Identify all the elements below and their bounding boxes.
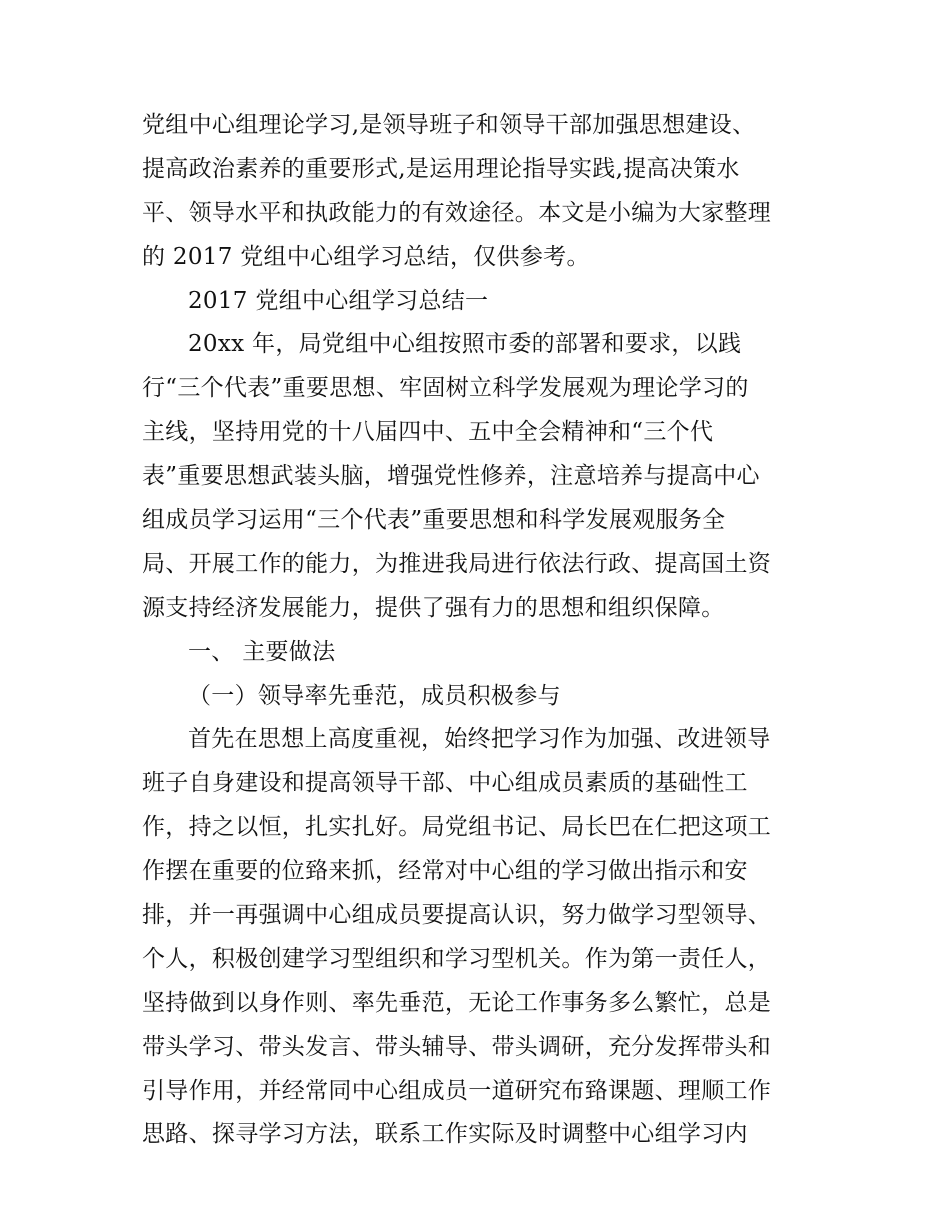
- text-line: 班子自身建设和提高领导干部、中心组成员素质的基础性工: [142, 770, 748, 797]
- text-line: 首先在思想上高度重视，始终把学习作为加强、改进领导: [188, 726, 771, 753]
- text-line: 排，并一再强调中心组成员要提高认识，努力做学习型领导、: [142, 902, 772, 929]
- text-line: 平、领导水平和执政能力的有效途径。本文是小编为大家整理: [142, 199, 772, 226]
- text-line: 一、 主要做法: [188, 638, 336, 665]
- text-line: 带头学习、带头发言、带头辅导、带头调研，充分发挥带头和: [142, 1033, 772, 1060]
- text-line: 引导作用，并经常同中心组成员一道研究布臵课题、理顺工作: [142, 1077, 772, 1104]
- text-line: 组成员学习运用“三个代表”重要思想和科学发展观服务全: [142, 507, 726, 534]
- text-line: 20xx 年，局党组中心组按照市委的部署和要求，以践: [188, 331, 742, 358]
- text-line: 作，持之以恒，扎实扎好。局党组书记、局长巴在仁把这项工: [142, 814, 772, 841]
- document-body: [142, 104, 812, 1157]
- text-line: 作摆在重要的位臵来抓，经常对中心组的学习做出指示和安: [142, 858, 748, 885]
- text-line: 行“三个代表”重要思想、牢固树立科学发展观为理论学习的: [142, 375, 749, 402]
- text-line: 的 2017 党组中心组学习总结，仅供参考。: [142, 243, 590, 270]
- text-line: 主线，坚持用党的十八届四中、五中全会精神和“三个代: [142, 419, 714, 446]
- text-line: 2017 党组中心组学习总结一: [188, 287, 489, 314]
- text-line: 思路、探寻学习方法，联系工作实际及时调整中心组学习内: [142, 1121, 748, 1148]
- text-line: （一）领导率先垂范，成员积极参与: [188, 682, 561, 709]
- text-line: 局、开展工作的能力，为推进我局进行依法行政、提高国土资: [142, 550, 772, 577]
- text-line: 党组中心组理论学习,是领导班子和领导干部加强思想建设、: [142, 112, 756, 138]
- text-line: 提高政治素养的重要形式,是运用理论指导实践,提高决策水: [142, 155, 740, 182]
- text-line: 坚持做到以身作则、率先垂范，无论工作事务多么繁忙，总是: [142, 989, 772, 1016]
- text-line: 表”重要思想武装头脑，增强党性修养，注意培养与提高中心: [142, 463, 760, 490]
- text-line: 个人，积极创建学习型组织和学习型机关。作为第一责任人，: [142, 945, 772, 972]
- text-line: 源支持经济发展能力，提供了强有力的思想和组织保障。: [142, 594, 725, 621]
